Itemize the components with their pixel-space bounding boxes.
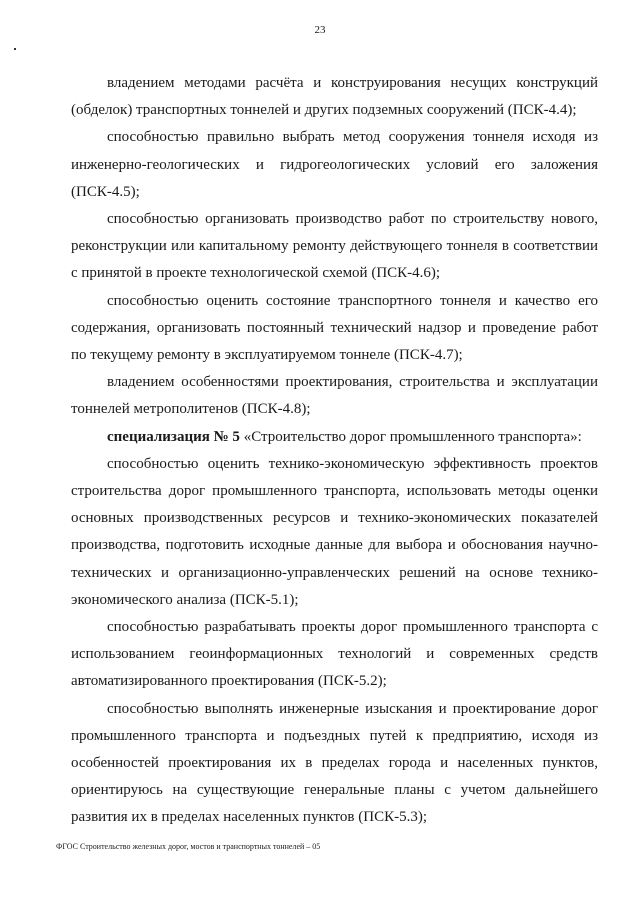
page-number: 23 bbox=[314, 24, 326, 36]
paragraph-psk-4-7: способностью оценить состояние транспортного тоннеля и качество его содержания, организовать постоянный технический надзор и проведение работ по текущему ремонту в эксплуатируемом тоннеле (ПСК-4.7); bbox=[71, 292, 598, 364]
paragraph-psk-5-3: способностью выполнять инженерные изыскания и проектирование дорог промышленного транспорта и подъездных путей к предприятию, исходя из особенностей проектирования их в пределах города и населенных пунктов, ориентируюсь на существующие генеральные планы с учетом дальнейшего развития их в пределах населенных пунктов (ПСК-5.3); bbox=[71, 700, 598, 826]
paragraph-psk-4-4: владением методами расчёта и конструирования несущих конструкций (обделок) транспортных тоннелей и других подземных сооружений (ПСК-4.4); bbox=[71, 75, 598, 119]
paragraph-psk-4-8: владением особенностями проектирования, строительства и эксплуатации тоннелей метрополитенов (ПСК-4.8); bbox=[71, 374, 598, 418]
paragraph-psk-4-6: способностью организовать производство работ по строительству нового, реконструкции или капитальному ремонту действующего тоннеля в соответствии с принятой в проекте технологической схемой (ПСК-4.6); bbox=[71, 211, 598, 282]
document-body bbox=[71, 70, 598, 832]
paragraph-psk-5-1: способностью оценить технико-экономическую эффективность проектов строительства дорог промышленного транспорта, использовать методы оценки основных производственных ресурсов и технико-экономических показателей производства, подготовить исходные данные для выбора и обоснования научно-технических и организационно-управленческих решений на основе технико-экономического анализа (ПСК-5.1); bbox=[71, 455, 598, 608]
scan-artifact-dot bbox=[14, 48, 16, 50]
specialization-title: «Строительство дорог промышленного транспорта»: bbox=[243, 428, 582, 445]
paragraph-psk-4-5: способностью правильно выбрать метод сооружения тоннеля исходя из инженерно-геологических и гидрогеологических условий его заложения (ПСК-4.5); bbox=[71, 129, 598, 200]
specialization-heading bbox=[71, 424, 598, 451]
specialization-label: специализация № 5 bbox=[107, 428, 240, 445]
paragraph-psk-5-2: способностью разрабатывать проекты дорог промышленного транспорта с использованием геоинформационных технологий и современных средств автоматизированного проектирования (ПСК-5.2); bbox=[71, 619, 598, 690]
document-footer: ФГОС Строительство железных дорог, мостов и транспортных тоннелей – 05 bbox=[56, 842, 321, 851]
